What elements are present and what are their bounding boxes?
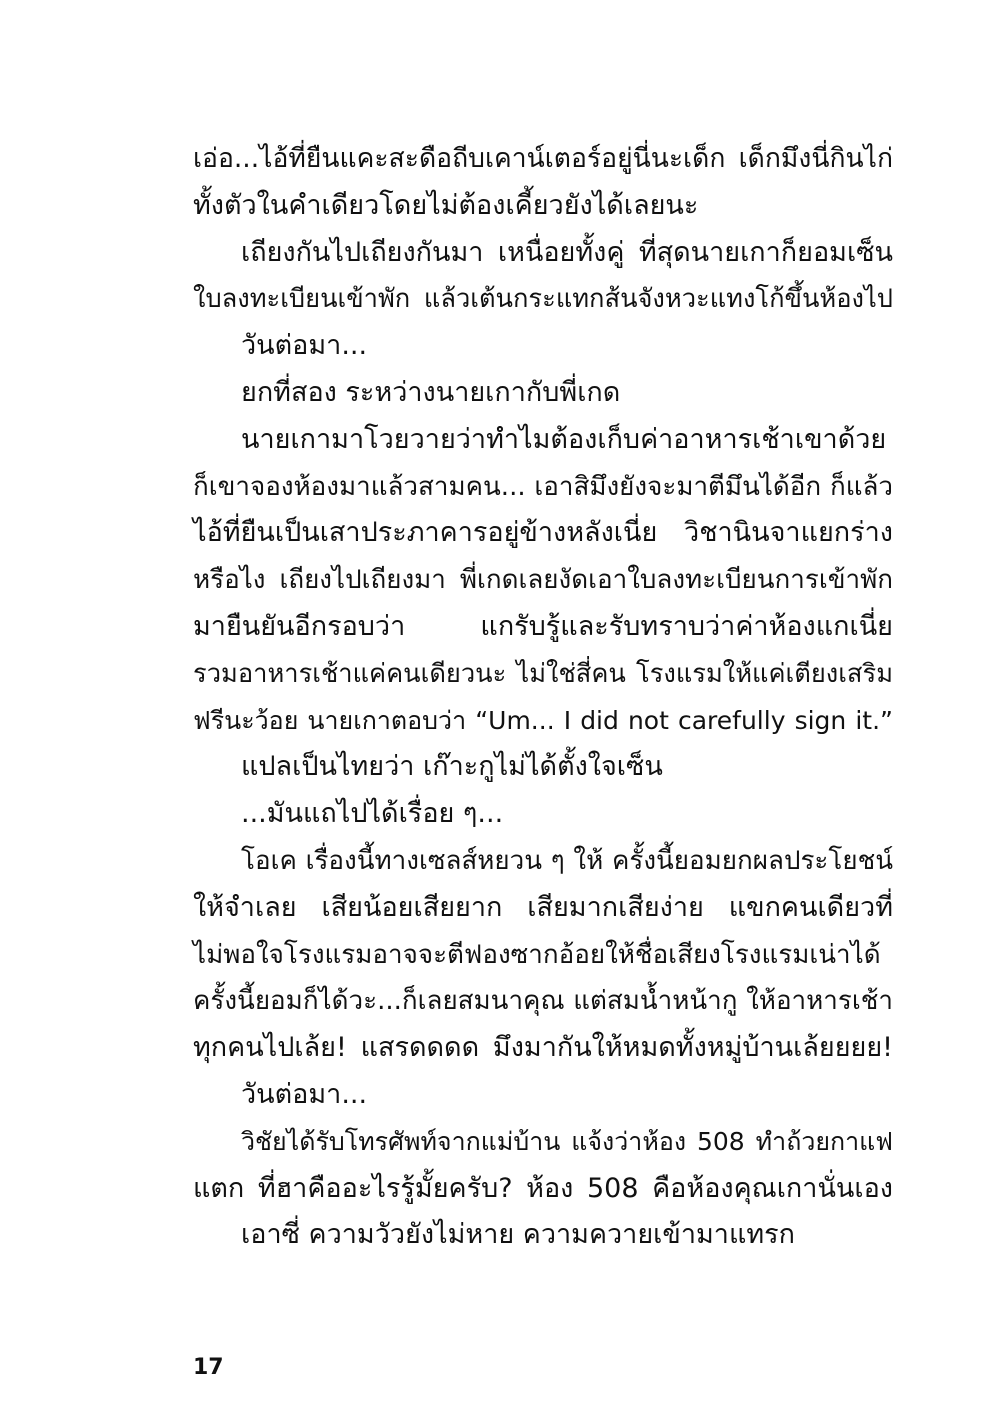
text-line: เอ่อ...ไอ้ที่ยืนแคะสะดือถีบเคาน์เตอร์อยู่นี่นะเด็ก เด็กมึงนี่กินไก่: [193, 143, 893, 174]
text-line: ก็เขาจองห้องมาแล้วสามคน... เอาสิมึงยังจะมาตีมึนได้อีก ก็แล้ว: [193, 471, 893, 502]
text-line: นายเกามาโวยวายว่าทำไมต้องเก็บค่าอาหารเช้าเขาด้วย: [241, 423, 887, 455]
text-line: รวมอาหารเช้าแค่คนเดียวนะ ไม่ใช่สี่คน โรงแรมให้แค่เตียงเสริม: [193, 658, 893, 689]
text-line: วันต่อมา...: [241, 1078, 368, 1110]
text-line: ยกที่สอง ระหว่างนายเกากับพี่เกด: [241, 376, 621, 408]
text-line: ...มันแถไปได้เรื่อย ๆ...: [241, 798, 504, 830]
body-text: [193, 136, 893, 1259]
text-line: ทุกคนไปเล้ย! แสรดดดด มึงมากันให้หมดทั้งหมู่บ้านเล้ยยยย!: [193, 1032, 893, 1064]
text-line: ให้จำเลย เสียน้อยเสียยาก เสียมากเสียง่าย แขกคนเดียวที่: [193, 891, 893, 923]
text-line: แตก ที่ฮาคืออะไรรู้มั้ยครับ? ห้อง 508 คือห้องคุณเกานั่นเอง: [193, 1172, 893, 1204]
page-number: 17: [193, 1355, 224, 1380]
text-line: หรือไง เถียงไปเถียงมา พี่เกดเลยงัดเอาใบลงทะเบียนการเข้าพัก: [193, 565, 893, 596]
text-line: วันต่อมา...: [241, 330, 368, 362]
text-line: ไอ้ที่ยืนเป็นเสาประภาคารอยู่ข้างหลังเนี่ย วิชานินจาแยกร่าง: [193, 517, 893, 549]
text-line: โอเค เรื่องนี้ทางเซลส์หยวน ๆ ให้ ครั้งนี้ยอมยกผลประโยชน์: [241, 845, 893, 876]
text-line: แปลเป็นไทยว่า เก๊าะกูไม่ได้ตั้งใจเซ็น: [241, 751, 663, 783]
text-line: ทั้งตัวในคำเดียวโดยไม่ต้องเคี้ยวยังได้เลยนะ: [193, 189, 699, 221]
text-line: เถียงกันไปเถียงกันมา เหนื่อยทั้งคู่ ที่สุดนายเกาก็ยอมเซ็น: [241, 236, 893, 268]
text-line: มายืนยันอีกรอบว่า แกรับรู้และรับทราบว่าค่าห้องแกเนี่ย: [193, 610, 893, 642]
text-line: ใบลงทะเบียนเข้าพัก แล้วเต้นกระแทกส้นจังหวะแทงโก้ขึ้นห้องไป: [193, 284, 893, 315]
text-line: ครั้งนี้ยอมก็ได้วะ...ก็เลยสมนาคุณ แต่สมน้ำหน้ากู ให้อาหารเช้า: [193, 986, 893, 1017]
text-line: ฟรีนะว้อย นายเกาตอบว่า “Um... I did not carefully sign it.”: [193, 705, 893, 735]
text-line: ไม่พอใจโรงแรมอาจจะตีฟองซากอ้อยให้ชื่อเสียงโรงแรมเน่าได้: [193, 939, 881, 970]
text-line: วิชัยได้รับโทรศัพท์จากแม่บ้าน แจ้งว่าห้อง 508 ทำถ้วยกาแฟ: [241, 1126, 893, 1156]
text-line: เอาซี่ ความวัวยังไม่หาย ความควายเข้ามาแทรก: [241, 1219, 796, 1251]
